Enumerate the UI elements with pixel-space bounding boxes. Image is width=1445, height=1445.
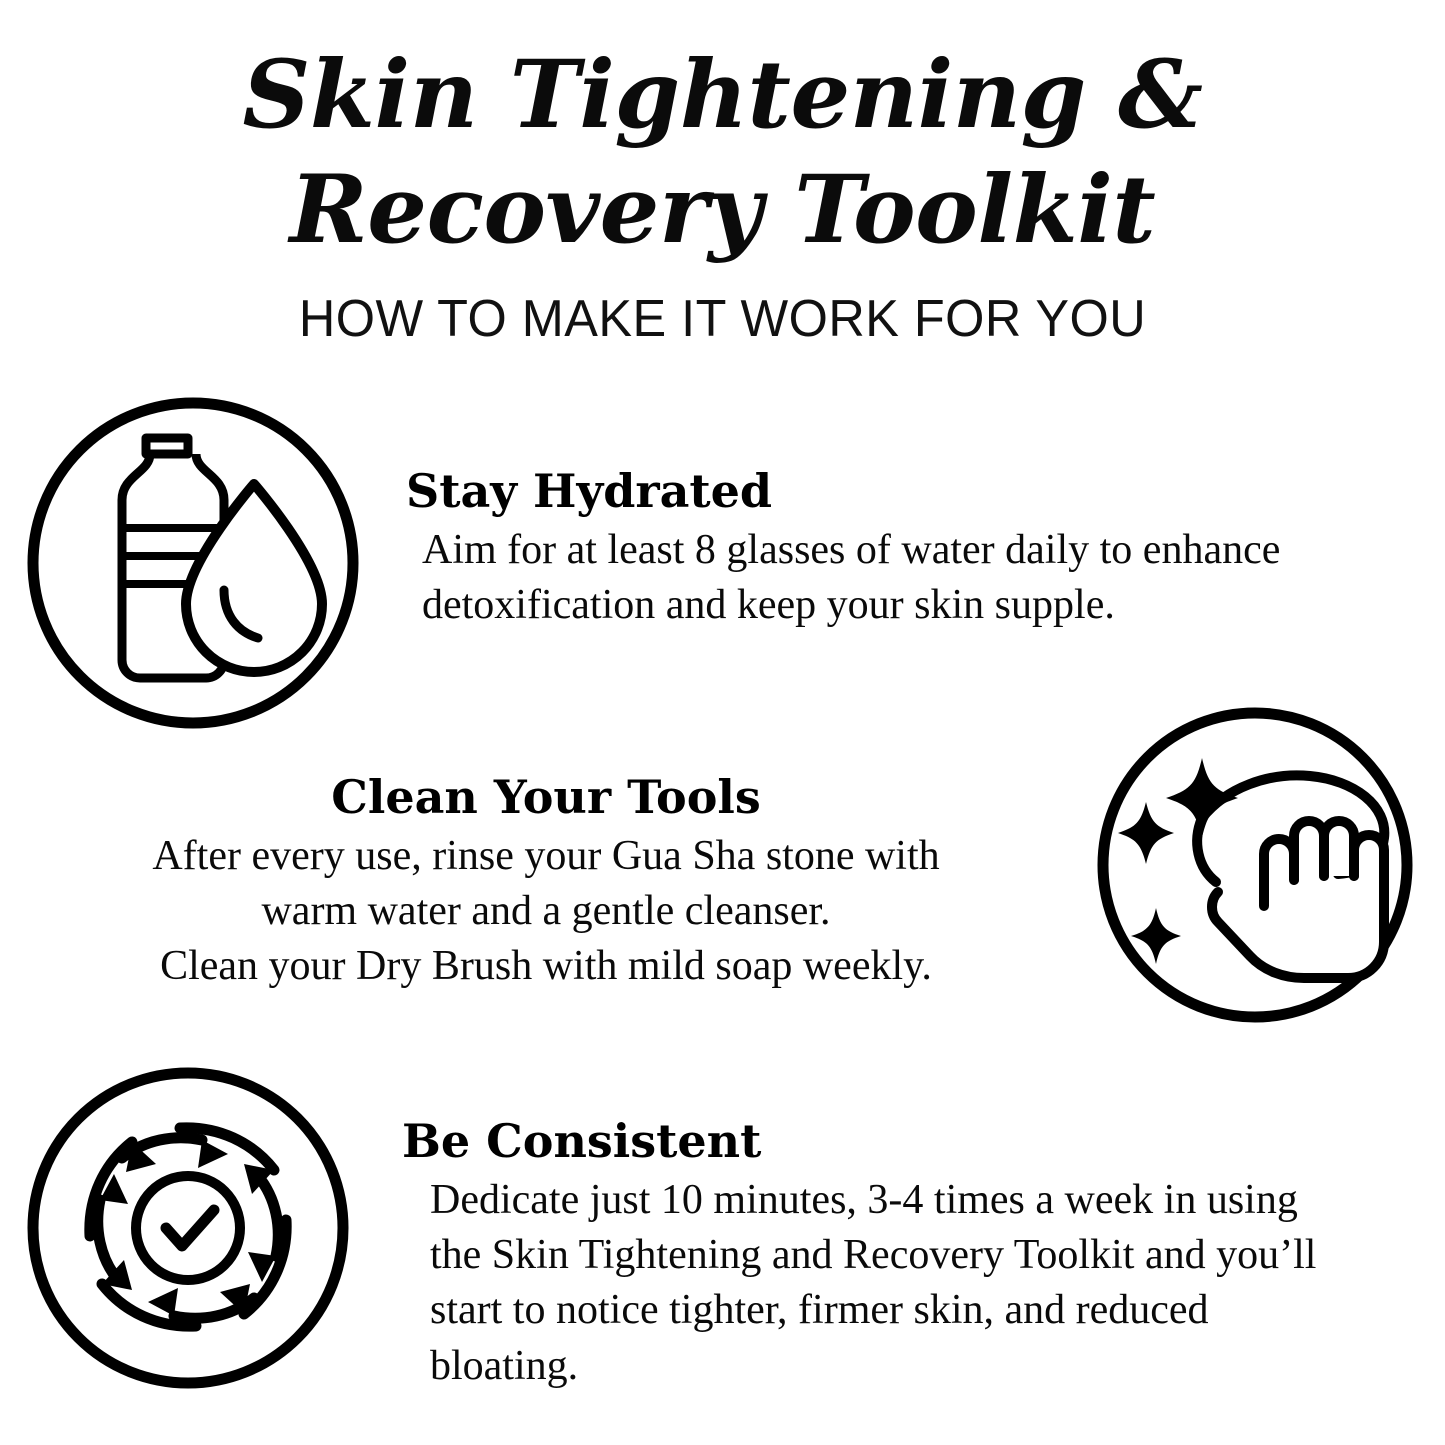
section-be-consistent-heading: Be Consistent: [402, 1114, 762, 1168]
page-header: [0, 0, 1445, 349]
page-title-line-2: Recovery Toolkit: [289, 154, 1156, 265]
page-title-line-1: Skin Tightening &: [242, 40, 1203, 150]
body-line-2: warm water and a gentle cleanser.: [261, 888, 831, 935]
section-stay-hydrated: [18, 388, 1418, 738]
cycle-arrows-checkmark-icon: [18, 1058, 358, 1398]
section-stay-hydrated-body: Aim for at least 8 glasses of water daily to enhance detoxification and keep your skin supple.: [422, 526, 1281, 629]
page-subtitle: HOW TO MAKE IT WORK FOR YOU: [298, 290, 1147, 349]
section-clean-your-tools-text: [30, 700, 1090, 995]
sparkle-cleaning-hand-icon: [1090, 700, 1420, 1030]
section-be-consistent-body: Dedicate just 10 minutes, 3-4 times a week in using the Skin Tightening and Recovery Toolkit and you’ll start to notice tighter, firmer skin, and reduced bloating.: [430, 1176, 1317, 1389]
section-clean-your-tools-body: [96, 829, 996, 995]
section-stay-hydrated-heading: Stay Hydrated: [406, 464, 773, 518]
body-line-1: After every use, rinse your Gua Sha stone with: [152, 832, 940, 879]
body-line-3: Clean your Dry Brush with mild soap weekly.: [160, 943, 932, 990]
water-bottle-droplet-icon: [18, 388, 368, 738]
section-stay-hydrated-text: [368, 388, 1418, 633]
section-clean-your-tools: [30, 700, 1420, 1030]
section-be-consistent-text: [358, 1058, 1418, 1394]
section-be-consistent: [18, 1058, 1418, 1398]
section-clean-your-tools-heading: Clean Your Tools: [331, 770, 761, 824]
page-title: [183, 38, 1263, 267]
